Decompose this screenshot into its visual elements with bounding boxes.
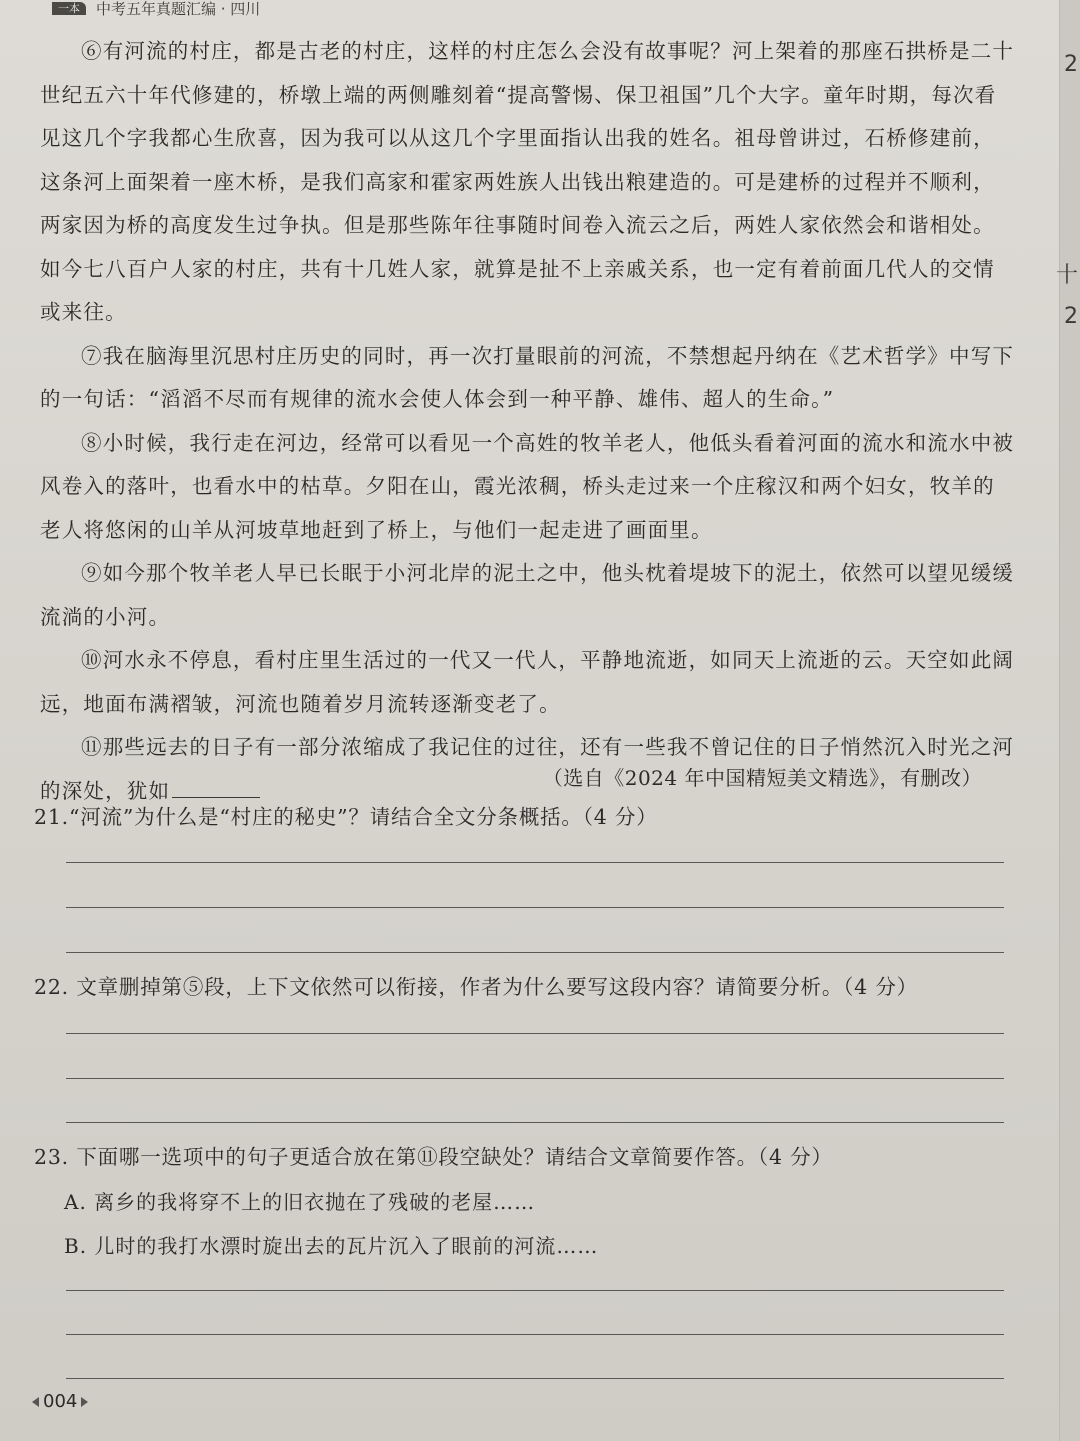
answer-line[interactable] [66, 862, 1004, 863]
answer-line[interactable] [66, 1290, 1004, 1291]
fill-in-blank[interactable] [172, 777, 260, 798]
page-number-text: 004 [43, 1391, 78, 1412]
triangle-right-icon [81, 1397, 88, 1407]
answer-line[interactable] [66, 952, 1004, 953]
book-title: 中考五年真题汇编 · 四川 [96, 0, 261, 18]
edge-char: 2 [1064, 52, 1078, 77]
answer-line[interactable] [66, 1378, 1004, 1379]
edge-char: 2 [1064, 304, 1078, 329]
option-a: A. 离乡的我将穿不上的旧衣抛在了残破的老屋…… [64, 1190, 536, 1214]
question-23: 23. 下面哪一选项中的句子更适合放在第⑪段空缺处？请结合文章简要作答。（4 分） [34, 1145, 833, 1169]
paragraph-6: ⑥有河流的村庄，都是古老的村庄，这样的村庄怎么会没有故事呢？河上架着的那座石拱桥是二十世纪五六十年代修建的，桥墩上端的两侧雕刻着“提高警惕、保卫祖国”几个大字。童年时期，每次看见这几个字我都心生欣喜，因为我可以从这几个字里面指认出我的姓名。祖母曾讲过，石桥修建前，这条河上面架着一座木桥，是我们高家和霍家两姓族人出钱出粮建造的。可是建桥的过程并不顺利，两家因为桥的高度发生过争执。但是那些陈年往事随时间卷入流云之后，两姓人家依然会和谐相处。如今七八百户人家的村庄，共有十几姓人家，就算是扯不上亲戚关系，也一定有着前面几代人的交情或来往。 [40, 39, 1015, 324]
paragraph-10: ⑩河水永不停息，看村庄里生活过的一代又一代人，平静地流逝，如同天上流逝的云。天空如此阔远，地面布满褶皱，河流也随着岁月流转逐渐变老了。 [40, 648, 1015, 716]
answer-line[interactable] [66, 907, 1004, 908]
answer-line[interactable] [66, 1078, 1004, 1079]
next-page-edge [1055, 0, 1080, 1441]
paragraph-11-text: ⑪那些远去的日子有一部分浓缩成了我记住的过往，还有一些我不曾记住的日子悄然沉入时光之河的深处，犹如 [40, 735, 1015, 803]
triangle-left-icon [32, 1397, 39, 1407]
article-body [40, 30, 1015, 813]
answer-line[interactable] [66, 1334, 1004, 1335]
edge-char: 十 [1055, 263, 1078, 288]
source-citation: （选自《2024 年中国精短美文精选》，有删改） [542, 766, 982, 790]
page-header [52, 0, 260, 16]
paragraph-9: ⑨如今那个牧羊老人早已长眠于小河北岸的泥土之中，他头枕着堤坡下的泥土，依然可以望见缓缓流淌的小河。 [40, 561, 1015, 629]
page-number [32, 1391, 88, 1412]
option-b: B. 儿时的我打水漂时旋出去的瓦片沉入了眼前的河流…… [64, 1234, 599, 1258]
series-logo: 一本 [52, 2, 86, 15]
answer-line[interactable] [66, 1033, 1004, 1034]
answer-line[interactable] [66, 1122, 1004, 1123]
question-21: 21.“河流”为什么是“村庄的秘史”？请结合全文分条概括。（4 分） [34, 805, 658, 829]
question-22: 22. 文章删掉第⑤段，上下文依然可以衔接，作者为什么要写这段内容？请简要分析。（4 分） [34, 975, 918, 999]
paragraph-8: ⑧小时候，我行走在河边，经常可以看见一个高姓的牧羊老人，他低头看着河面的流水和流水中被风卷入的落叶，也看水中的枯草。夕阳在山，霞光浓稠，桥头走过来一个庄稼汉和两个妇女，牧羊的老人将悠闲的山羊从河坡草地赶到了桥上，与他们一起走进了画面里。 [40, 430, 1015, 542]
paragraph-7: ⑦我在脑海里沉思村庄历史的同时，再一次打量眼前的河流，不禁想起丹纳在《艺术哲学》中写下的一句话：“滔滔不尽而有规律的流水会使人体会到一种平静、雄伟、超人的生命。” [40, 343, 1015, 411]
